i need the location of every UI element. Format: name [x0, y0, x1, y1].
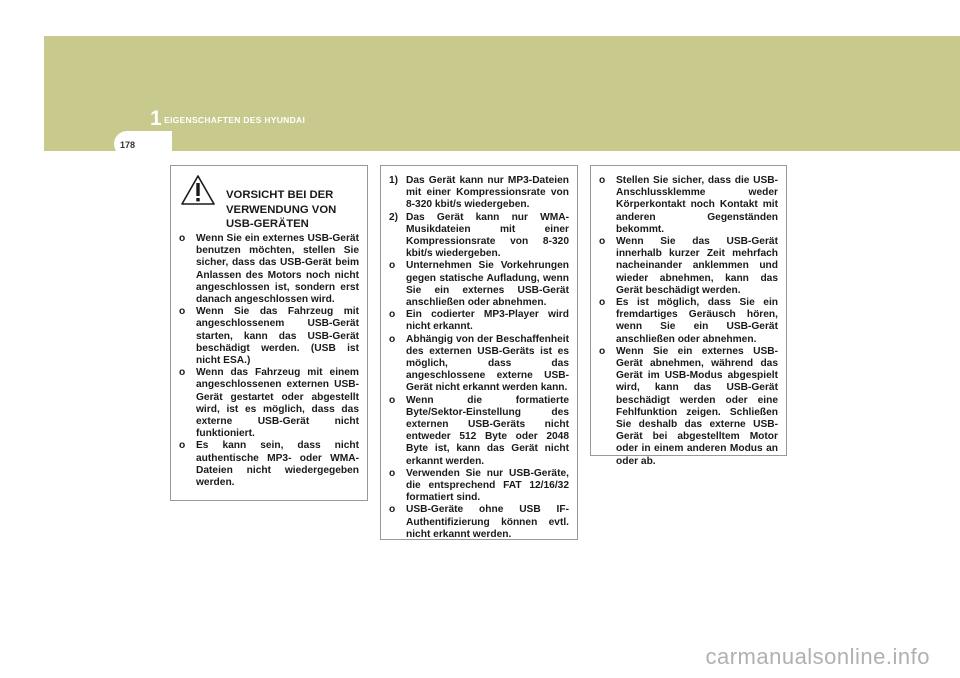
list-item: [599, 346, 778, 468]
list-item: [179, 306, 359, 367]
page-number: 178: [120, 140, 136, 150]
chapter-number: 1: [150, 107, 162, 130]
list-item-text: Wenn die formatierte Byte/Sektor-Einstellung des externen USB-Geräts nicht entweder 512 Byte oder 2048 Byte ist, kann das Gerät nicht erkannt werden.: [406, 394, 569, 467]
list-item-text: Ein codierter MP3-Player wird nicht erkannt.: [406, 309, 569, 333]
list-item-text: USB-Geräte ohne USB IF-Authentifizierung können evtl. nicht erkannt werden.: [406, 504, 569, 540]
list-item-text: Abhängig von der Beschaffenheit des externen USB-Geräts ist es möglich, dass das angeschlossene externe USB-Gerät nicht erkannt werden kann.: [406, 333, 569, 394]
list-marker: o: [179, 367, 186, 379]
list-item: [389, 504, 569, 541]
content-list: [389, 175, 569, 541]
list-item: [179, 440, 359, 489]
list-marker: o: [599, 297, 606, 309]
list-item-text: Wenn Sie ein externes USB-Gerät abnehmen, während das Gerät im USB-Modus abgespielt wird, kann das USB-Gerät beschädigt werden oder eine Fehlfunktion zeigen. Schließen Sie deshalb das externe USB-Gerät bei abgestelltem Motor oder in einem anderen Modus an oder ab.: [616, 345, 778, 467]
list-marker: o: [179, 233, 186, 244]
warning-triangle-icon: [181, 175, 215, 205]
content-column-2: [380, 165, 578, 540]
list-item: [389, 334, 569, 395]
list-marker: o: [599, 236, 606, 248]
list-item: [179, 367, 359, 440]
list-item-text: Wenn Sie ein externes USB-Gerät benutzen möchten, stellen Sie sicher, dass das USB-Gerät beim Anlassen des Motors noch nicht angeschlossen ist, sondern erst danach angeschlossen wird.: [196, 233, 359, 306]
list-item-text: Verwenden Sie nur USB-Geräte, die entsprechend FAT 12/16/32 formatiert sind.: [406, 467, 569, 504]
list-item: [389, 468, 569, 505]
warning-header: [179, 173, 359, 231]
list-marker: o: [179, 306, 186, 318]
warning-box: [170, 165, 368, 501]
list-item: [599, 175, 778, 236]
list-marker: o: [389, 394, 396, 406]
warning-list: [179, 233, 359, 489]
warning-title: VORSICHT BEI DER VERWENDUNG VON USB-GERÄTEN: [226, 189, 337, 230]
content-list: [599, 175, 778, 468]
list-item: [599, 236, 778, 297]
header-band: [44, 36, 960, 151]
list-marker: o: [389, 467, 396, 479]
chapter-title: EIGENSCHAFTEN DES HYUNDAI: [164, 115, 306, 125]
list-item: [599, 297, 778, 346]
list-marker: 2): [389, 211, 399, 223]
list-item: [389, 260, 569, 309]
list-item: [389, 175, 569, 212]
list-item-text: Wenn Sie das Fahrzeug mit angeschlossenem USB-Gerät starten, kann das USB-Gerät beschädigt werden. (USB ist nicht ESA.): [196, 306, 359, 367]
list-item-text: Stellen Sie sicher, dass die USB-Anschlussklemme weder Körperkontakt noch Kontakt mit anderen Gegenständen bekommt.: [616, 175, 778, 235]
list-item-text: Unternehmen Sie Vorkehrungen gegen statische Aufladung, wenn Sie ein externes USB-Gerät anschließen oder abnehmen.: [406, 260, 569, 309]
list-marker: o: [389, 504, 396, 516]
list-marker: o: [389, 309, 396, 321]
list-item-text: Es ist möglich, dass Sie ein fremdartiges Geräusch hören, wenn Sie ein USB-Gerät anschließen oder abnehmen.: [616, 297, 778, 345]
list-item: [389, 395, 569, 468]
list-marker: o: [599, 175, 606, 186]
content-column-3: [590, 165, 787, 467]
list-marker: o: [389, 333, 396, 345]
footer-watermark: carmanualsonline.info: [705, 644, 930, 669]
list-item: [389, 309, 569, 333]
list-item: [179, 233, 359, 306]
list-item: [389, 212, 569, 261]
list-item-text: Es kann sein, dass nicht authentische MP3- oder WMA-Dateien nicht wiedergegeben werden.: [196, 440, 359, 489]
list-item-text: Das Gerät kann nur WMA-Musikdateien mit einer Kompressionsrate von 8-320 kbit/s wiedergeben.: [406, 211, 569, 260]
list-marker: o: [179, 440, 186, 452]
list-marker: o: [389, 260, 396, 272]
list-item-text: Wenn das Fahrzeug mit einem angeschlossenen externen USB-Gerät gestartet oder abgestellt wird, ist es möglich, dass das externe USB-Gerät nicht funktioniert.: [196, 367, 359, 440]
list-item-text: Wenn Sie das USB-Gerät innerhalb kurzer Zeit mehrfach nacheinander anklemmen und wieder abnehmen, kann das Gerät beschädigt werden.: [616, 236, 778, 296]
list-marker: o: [599, 345, 606, 357]
list-marker: 1): [389, 175, 399, 186]
list-item-text: Das Gerät kann nur MP3-Dateien mit einer Kompressionsrate von 8-320 kbit/s wiedergeben.: [406, 175, 569, 211]
